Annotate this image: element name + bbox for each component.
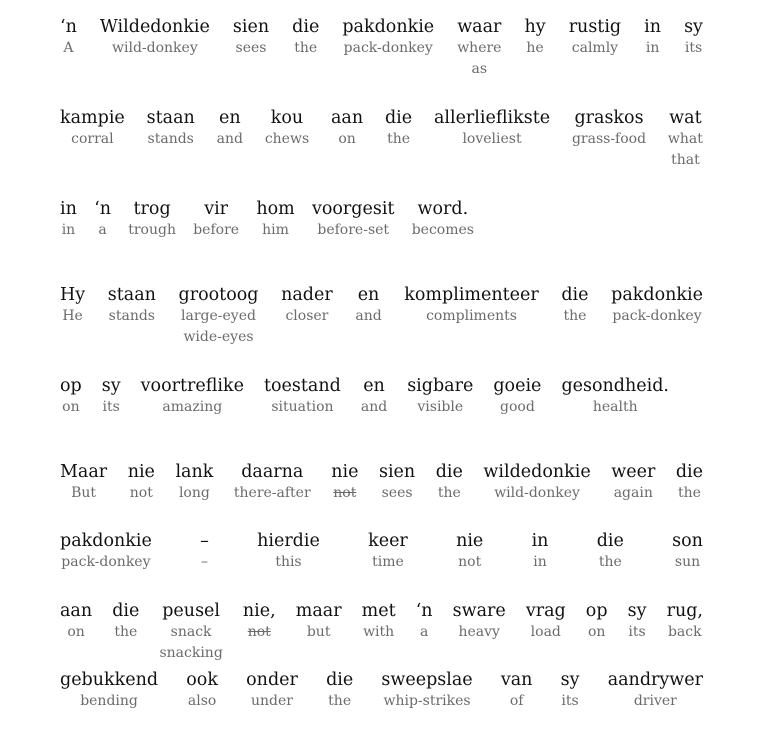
afrikaans-word: van <box>500 670 533 690</box>
word-column <box>234 461 311 504</box>
word-column <box>186 669 218 712</box>
afrikaans-word: sweepslae <box>381 670 473 690</box>
english-gloss: and <box>355 308 382 324</box>
interlinear-line <box>60 16 703 80</box>
afrikaans-word: – <box>200 531 209 551</box>
interlinear-line <box>60 375 669 418</box>
word-column <box>108 284 156 327</box>
word-column <box>112 600 139 643</box>
english-gloss: grass-food <box>571 131 647 147</box>
english-gloss: time <box>372 554 404 570</box>
word-column <box>385 107 412 150</box>
afrikaans-word: nie <box>331 462 359 482</box>
afrikaans-word: ook <box>186 670 218 690</box>
afrikaans-word: onder <box>246 670 298 690</box>
afrikaans-word: in <box>531 531 549 551</box>
english-gloss: under <box>251 693 293 709</box>
word-column <box>94 198 111 241</box>
afrikaans-word: Wildedonkie <box>99 17 210 37</box>
word-column <box>60 600 92 643</box>
english-gloss: the <box>114 624 138 640</box>
word-column <box>265 107 309 150</box>
word-column <box>453 600 506 643</box>
english-gloss: driver <box>633 693 677 709</box>
word-column <box>100 16 210 59</box>
afrikaans-word: in <box>60 199 77 219</box>
interlinear-line <box>60 198 474 241</box>
english-gloss: on <box>62 399 80 415</box>
word-column <box>60 375 82 418</box>
afrikaans-word: maar <box>295 601 342 621</box>
interlinear-line <box>60 669 703 712</box>
english-gloss: situation <box>271 399 334 415</box>
english-gloss: compliments <box>426 308 517 324</box>
afrikaans-word: wat <box>669 108 702 128</box>
english-gloss: a <box>419 624 429 640</box>
word-column <box>483 461 590 504</box>
afrikaans-word: en <box>218 108 241 128</box>
afrikaans-word: op <box>60 376 82 396</box>
english-gloss: this <box>275 554 302 570</box>
english-gloss: He <box>62 308 83 324</box>
afrikaans-word: daarna <box>241 462 304 482</box>
english-gloss: where <box>457 40 502 56</box>
afrikaans-word: vir <box>204 199 229 219</box>
english-gloss: on <box>67 624 85 640</box>
english-gloss: good <box>500 399 535 415</box>
word-column <box>331 107 363 150</box>
word-column <box>684 16 703 59</box>
word-column <box>193 198 239 241</box>
interlinear-line <box>60 284 703 348</box>
english-gloss: of <box>509 693 524 709</box>
afrikaans-word: die <box>326 670 354 690</box>
english-gloss: whip-strikes <box>383 693 471 709</box>
english-gloss: not <box>458 554 482 570</box>
word-column <box>256 198 294 241</box>
word-column <box>102 375 121 418</box>
afrikaans-word: in <box>644 17 662 37</box>
english-gloss: visible <box>417 399 464 415</box>
english-gloss: a <box>98 222 107 238</box>
english-gloss: But <box>71 485 97 501</box>
word-column <box>326 669 353 712</box>
word-column <box>456 530 483 573</box>
word-column <box>561 669 580 712</box>
word-column <box>434 107 550 150</box>
english-gloss: its <box>628 624 646 640</box>
word-column <box>628 600 647 643</box>
english-gloss: that <box>671 152 700 168</box>
word-column <box>60 284 85 327</box>
word-column <box>296 600 342 643</box>
word-column <box>379 461 415 504</box>
word-column <box>281 284 333 327</box>
afrikaans-word: allerlieflikste <box>433 108 551 128</box>
word-column <box>312 198 395 241</box>
afrikaans-word: met <box>361 601 396 621</box>
word-column <box>412 198 474 241</box>
afrikaans-word: hy <box>524 17 546 37</box>
afrikaans-word: rug, <box>666 601 703 621</box>
word-column <box>501 669 533 712</box>
afrikaans-word: gebukkend <box>60 670 159 690</box>
english-gloss: stands <box>147 131 194 147</box>
english-gloss: its <box>684 40 703 56</box>
english-gloss: snack <box>170 624 212 640</box>
word-column <box>524 16 545 59</box>
word-column <box>292 16 319 59</box>
afrikaans-word: vrag <box>525 601 566 621</box>
struck-gloss: not <box>333 485 357 501</box>
word-column <box>217 107 243 150</box>
word-column <box>361 375 387 418</box>
english-gloss: large-eyed <box>181 308 256 324</box>
word-column <box>526 600 566 643</box>
word-column <box>608 669 703 712</box>
afrikaans-word: hom <box>256 199 295 219</box>
afrikaans-word: son <box>672 531 703 551</box>
afrikaans-word: peusel <box>162 601 220 621</box>
afrikaans-word: voorgesit <box>311 199 395 219</box>
afrikaans-word: en <box>357 285 380 305</box>
interlinear-line <box>60 461 703 504</box>
afrikaans-word: gesondheid. <box>561 376 669 396</box>
afrikaans-word: rustig <box>568 17 622 37</box>
english-gloss: amazing <box>162 399 223 415</box>
english-gloss: loveliest <box>462 131 522 147</box>
word-column <box>457 16 501 80</box>
word-column <box>561 375 669 418</box>
english-gloss: back <box>667 624 702 640</box>
english-gloss: long <box>178 485 210 501</box>
afrikaans-word: sy <box>101 376 121 396</box>
word-column <box>561 284 588 327</box>
afrikaans-word: komplimenteer <box>404 285 539 305</box>
word-column <box>60 107 125 150</box>
english-gloss: stands <box>108 308 155 324</box>
english-gloss: in <box>61 222 76 238</box>
word-column <box>532 530 549 573</box>
english-gloss: on <box>338 131 356 147</box>
struck-gloss: not <box>247 624 271 640</box>
word-column <box>404 284 538 327</box>
english-gloss: sun <box>674 554 701 570</box>
word-column <box>436 461 463 504</box>
afrikaans-word: pakdonkie <box>342 17 435 37</box>
english-gloss: – <box>200 554 208 570</box>
word-column <box>257 530 320 573</box>
word-column <box>407 375 473 418</box>
afrikaans-word: graskos <box>574 108 644 128</box>
afrikaans-word: die <box>596 531 624 551</box>
afrikaans-word: Maar <box>60 462 108 482</box>
word-column <box>159 600 222 664</box>
afrikaans-word: keer <box>368 531 408 551</box>
english-gloss: before <box>193 222 240 238</box>
english-gloss: sees <box>235 40 267 56</box>
english-gloss: pack-donkey <box>343 40 433 56</box>
english-gloss: he <box>526 40 544 56</box>
interlinear-line <box>60 107 703 171</box>
word-column <box>128 198 176 241</box>
word-column <box>597 530 624 573</box>
english-gloss: trough <box>128 222 176 238</box>
word-column <box>179 284 259 348</box>
english-gloss: in <box>533 554 547 570</box>
english-gloss: him <box>262 222 289 238</box>
afrikaans-word: die <box>561 285 589 305</box>
afrikaans-word: ‘n <box>60 17 77 37</box>
afrikaans-word: pakdonkie <box>611 285 703 305</box>
word-column <box>416 600 433 643</box>
afrikaans-word: sy <box>684 17 703 37</box>
afrikaans-word: kampie <box>60 108 125 128</box>
word-column <box>668 107 703 171</box>
afrikaans-word: trog <box>133 199 171 219</box>
word-column <box>141 375 244 418</box>
afrikaans-word: sware <box>452 601 506 621</box>
english-gloss: pack-donkey <box>61 554 151 570</box>
english-gloss: snacking <box>159 645 223 661</box>
afrikaans-word: staan <box>107 285 156 305</box>
afrikaans-word: kou <box>270 108 304 128</box>
afrikaans-word: en <box>363 376 385 396</box>
afrikaans-word: voortreflike <box>140 376 244 396</box>
afrikaans-word: sigbare <box>407 376 474 396</box>
english-gloss: corral <box>71 131 114 147</box>
afrikaans-word: grootoog <box>178 285 259 305</box>
english-gloss: before-set <box>317 222 390 238</box>
english-gloss: the <box>294 40 318 56</box>
word-column <box>60 461 107 504</box>
afrikaans-word: nie <box>127 462 155 482</box>
english-gloss: its <box>561 693 579 709</box>
english-gloss: not <box>129 485 153 501</box>
afrikaans-word: waar <box>457 17 502 37</box>
english-gloss: A <box>63 40 74 56</box>
english-gloss: wild-donkey <box>494 485 580 501</box>
word-column <box>60 16 77 59</box>
afrikaans-word: die <box>292 17 320 37</box>
word-column <box>342 16 434 59</box>
english-gloss: the <box>387 131 410 147</box>
afrikaans-word: die <box>384 108 413 128</box>
english-gloss: bending <box>80 693 138 709</box>
afrikaans-word: sien <box>378 462 416 482</box>
word-column <box>368 530 408 573</box>
afrikaans-word: ‘n <box>94 199 111 219</box>
english-gloss: wide-eyes <box>183 329 254 345</box>
english-gloss: also <box>187 693 217 709</box>
afrikaans-word: staan <box>146 108 195 128</box>
word-column <box>264 375 341 418</box>
english-gloss: with <box>363 624 395 640</box>
afrikaans-word: nader <box>281 285 333 305</box>
english-gloss: health <box>592 399 638 415</box>
afrikaans-word: nie <box>456 531 484 551</box>
afrikaans-word: ‘n <box>415 601 433 621</box>
afrikaans-word: die <box>435 462 463 482</box>
word-column <box>60 530 152 573</box>
english-gloss: but <box>306 624 331 640</box>
english-gloss: on <box>587 624 606 640</box>
afrikaans-word: nie, <box>242 601 276 621</box>
word-column <box>147 107 195 150</box>
word-column <box>381 669 472 712</box>
english-gloss: heavy <box>458 624 500 640</box>
english-gloss: closer <box>285 308 329 324</box>
english-gloss: the <box>328 693 352 709</box>
afrikaans-word: goeie <box>493 376 542 396</box>
afrikaans-word: word. <box>417 199 469 219</box>
afrikaans-word: wildedonkie <box>483 462 591 482</box>
word-column <box>611 461 655 504</box>
english-gloss: chews <box>264 131 310 147</box>
word-column <box>586 600 608 643</box>
word-column <box>355 284 381 327</box>
english-gloss: and <box>216 131 243 147</box>
word-column <box>644 16 661 59</box>
english-gloss: becomes <box>411 222 474 238</box>
word-column <box>233 16 269 59</box>
english-gloss: the <box>677 485 701 501</box>
word-column <box>362 600 396 643</box>
word-column <box>246 669 298 712</box>
afrikaans-word: die <box>675 462 703 482</box>
afrikaans-word: die <box>112 601 140 621</box>
english-gloss: the <box>563 308 587 324</box>
word-column <box>667 600 703 643</box>
interlinear-line <box>60 600 703 664</box>
afrikaans-word: Hy <box>60 285 86 305</box>
afrikaans-word: aandrywer <box>607 670 703 690</box>
word-column <box>243 600 276 643</box>
afrikaans-word: sy <box>560 670 580 690</box>
english-gloss: again <box>613 485 653 501</box>
afrikaans-word: sien <box>232 17 270 37</box>
word-column <box>493 375 541 418</box>
word-column <box>569 16 621 59</box>
word-column <box>331 461 358 504</box>
english-gloss: the <box>598 554 622 570</box>
afrikaans-word: pakdonkie <box>60 531 152 551</box>
afrikaans-word: hierdie <box>257 531 320 551</box>
english-gloss: load <box>530 624 561 640</box>
word-column <box>572 107 646 150</box>
english-gloss: its <box>102 399 120 415</box>
afrikaans-word: toestand <box>263 376 341 396</box>
afrikaans-word: weer <box>611 462 656 482</box>
english-gloss: what <box>667 131 703 147</box>
word-column <box>672 530 703 573</box>
english-gloss: the <box>437 485 461 501</box>
english-gloss: sees <box>381 485 413 501</box>
afrikaans-word: lank <box>175 462 214 482</box>
english-gloss: and <box>360 399 388 415</box>
english-gloss: there-after <box>233 485 311 501</box>
word-column <box>175 461 213 504</box>
word-column <box>611 284 703 327</box>
english-gloss: wild-donkey <box>112 40 198 56</box>
word-column <box>128 461 155 504</box>
afrikaans-word: aan <box>330 108 364 128</box>
afrikaans-word: op <box>585 601 608 621</box>
word-column <box>60 198 77 241</box>
english-gloss: pack-donkey <box>612 308 702 324</box>
word-column <box>60 669 158 712</box>
afrikaans-word: sy <box>627 601 647 621</box>
word-column <box>200 530 209 573</box>
english-gloss: as <box>471 61 488 77</box>
english-gloss: in <box>645 40 660 56</box>
afrikaans-word: aan <box>60 601 93 621</box>
english-gloss: calmly <box>571 40 619 56</box>
interlinear-line <box>60 530 703 573</box>
word-column <box>676 461 703 504</box>
